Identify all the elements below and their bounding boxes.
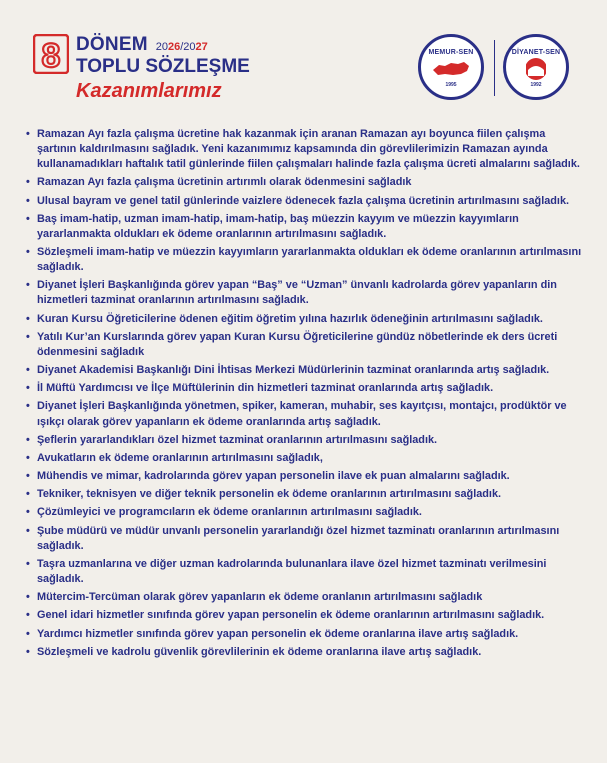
year-separator: /	[180, 41, 184, 53]
gain-item: • Mühendis ve mimar, kadrolarında görev yapan personelin ilave ek puan almalarını sağladık.	[22, 469, 587, 484]
title-line-1	[76, 34, 250, 56]
gain-item: • Mütercim-Tercüman olarak görev yapanların ek ödeme oranlanın artırılmasını sağladık	[22, 590, 587, 605]
gain-item: • Taşra uzmanlarına ve diğer uzman kadrolarında bulunanlara ilave özel hizmet tazminatı verilmesini sağladık.	[22, 557, 587, 587]
gain-item: • Çözümleyici ve programcıların ek ödeme oranlarının artırılmasını sağladık.	[22, 505, 587, 520]
gain-item: • Diyanet İşleri Başkanlığında yönetmen, spiker, kameran, muhabir, ses kayıtçısı, montajcı, prodüktör ve ışıkçı olarak görev yapanların ek ödeme oranlarında artış sağladık.	[22, 399, 587, 429]
year-start-prefix: 20	[155, 41, 168, 53]
diyanet-sen-logo	[503, 34, 569, 100]
gains-list	[22, 127, 587, 660]
title-line-2: TOPLU SÖZLEŞME	[76, 56, 250, 77]
gain-item: • Yardımcı hizmetler sınıfında görev yapan personelin ek ödeme oranlarına ilave artış sağladık.	[22, 627, 587, 642]
gain-item: • Kuran Kursu Öğreticilerine ödenen eğitim öğretim yılına hazırlık ödeneğinin artırılmasını sağladık.	[22, 312, 587, 327]
year-end-prefix: 20	[183, 41, 196, 53]
gain-item: • Ramazan Ayı fazla çalışma ücretine hak kazanmak için aranan Ramazan ayı boyunca fiilen çalışma şartının kaldırılmasını sağladık. Yeni kazanımımız kapsamında din görevlilerimizin Ramazan ayında kullanamadıkları haftalık tatil günlerinde fiilen çalışmaları halinde fazla çalışma ücreti almalarını sağladık.	[22, 127, 587, 172]
gain-item: • Baş imam-hatip, uzman imam-hatip, imam-hatip, baş müezzin kayyım ve müezzin kayyımların yararlanmakta oldukları ek ödeme oranlarının artırılmasını sağladık.	[22, 212, 587, 242]
gain-item: • Ramazan Ayı fazla çalışma ücretinin artırımlı olarak ödenmesini sağladık	[22, 175, 587, 190]
title-line-3: Kazanımlarımız	[76, 80, 222, 102]
diyanet-sen-logo-text: DİYANET-SEN	[511, 48, 561, 56]
memur-sen-logo-text: MEMUR-SEN	[428, 48, 474, 56]
union-logos	[418, 34, 573, 104]
term-years	[156, 41, 208, 53]
turkey-map-icon	[431, 56, 471, 82]
year-end-suffix: 27	[195, 41, 208, 53]
year-start-suffix: 26	[167, 41, 181, 53]
gain-item: • İl Müftü Yardımcısı ve İlçe Müftülerinin din hizmetleri tazminat oranlarında artış sağladık.	[22, 381, 587, 396]
gain-item: • Avukatların ek ödeme oranlarının artırılmasını sağladık,	[22, 451, 587, 466]
gain-item: • Genel idari hizmetler sınıfında görev yapan personelin ek ödeme oranlarının artırılmasını sağladık.	[22, 608, 587, 623]
gain-item: • Sözleşmeli imam-hatip ve müezzin kayyımların yararlanmakta oldukları ek ödeme oranlarının artırılmasını sağladık.	[22, 245, 587, 275]
title-donem: DÖNEM	[76, 34, 148, 55]
gains-content	[22, 127, 587, 752]
gain-item: • Şube müdürü ve müdür unvanlı personelin yararlandığı özel hizmet tazminatı oranlarının artırılmasını sağladık.	[22, 524, 587, 554]
gain-item: • Yatılı Kur’an Kurslarında görev yapan Kuran Kursu Öğreticilerine gündüz nöbetlerinde ek ders ücreti ödenmesini sağladık	[22, 330, 587, 360]
memur-sen-logo	[418, 34, 484, 100]
gain-item: • Ulusal bayram ve genel tatil günlerinde vaizlere ödenecek fazla çalışma ücretinin artırılmasını sağladık.	[22, 194, 587, 209]
number-eight-icon	[33, 34, 69, 74]
gain-item: • Tekniker, teknisyen ve diğer teknik personelin ek ödeme oranlarının artırılmasını sağladık.	[22, 487, 587, 502]
gain-item: • Diyanet Akademisi Başkanlığı Dini İhtisas Merkezi Müdürlerinin tazminat oranlarında artış sağladık.	[22, 363, 587, 378]
badge-number: 8	[41, 37, 61, 74]
diyanet-sen-logo-year: 1992	[530, 81, 542, 88]
gain-item: • Şeflerin yararlandıkları özel hizmet tazminat oranlarının artırılmasını sağladık.	[22, 433, 587, 448]
mosque-icon	[516, 56, 556, 82]
period-badge	[33, 34, 69, 74]
memur-sen-logo-year: 1995	[445, 81, 457, 88]
logo-divider	[494, 40, 495, 96]
title-block	[76, 34, 250, 103]
gain-item: • Diyanet İşleri Başkanlığında görev yapan “Baş” ve “Uzman” ünvanlı kadrolarda görev yapanların din hizmetleri tazminat oranlarının artırılmasını sağladık.	[22, 278, 587, 308]
gain-item: • Sözleşmeli ve kadrolu güvenlik görevlilerinin ek ödeme oranlarına ilave artış sağladık.	[22, 645, 587, 660]
header	[0, 0, 607, 120]
